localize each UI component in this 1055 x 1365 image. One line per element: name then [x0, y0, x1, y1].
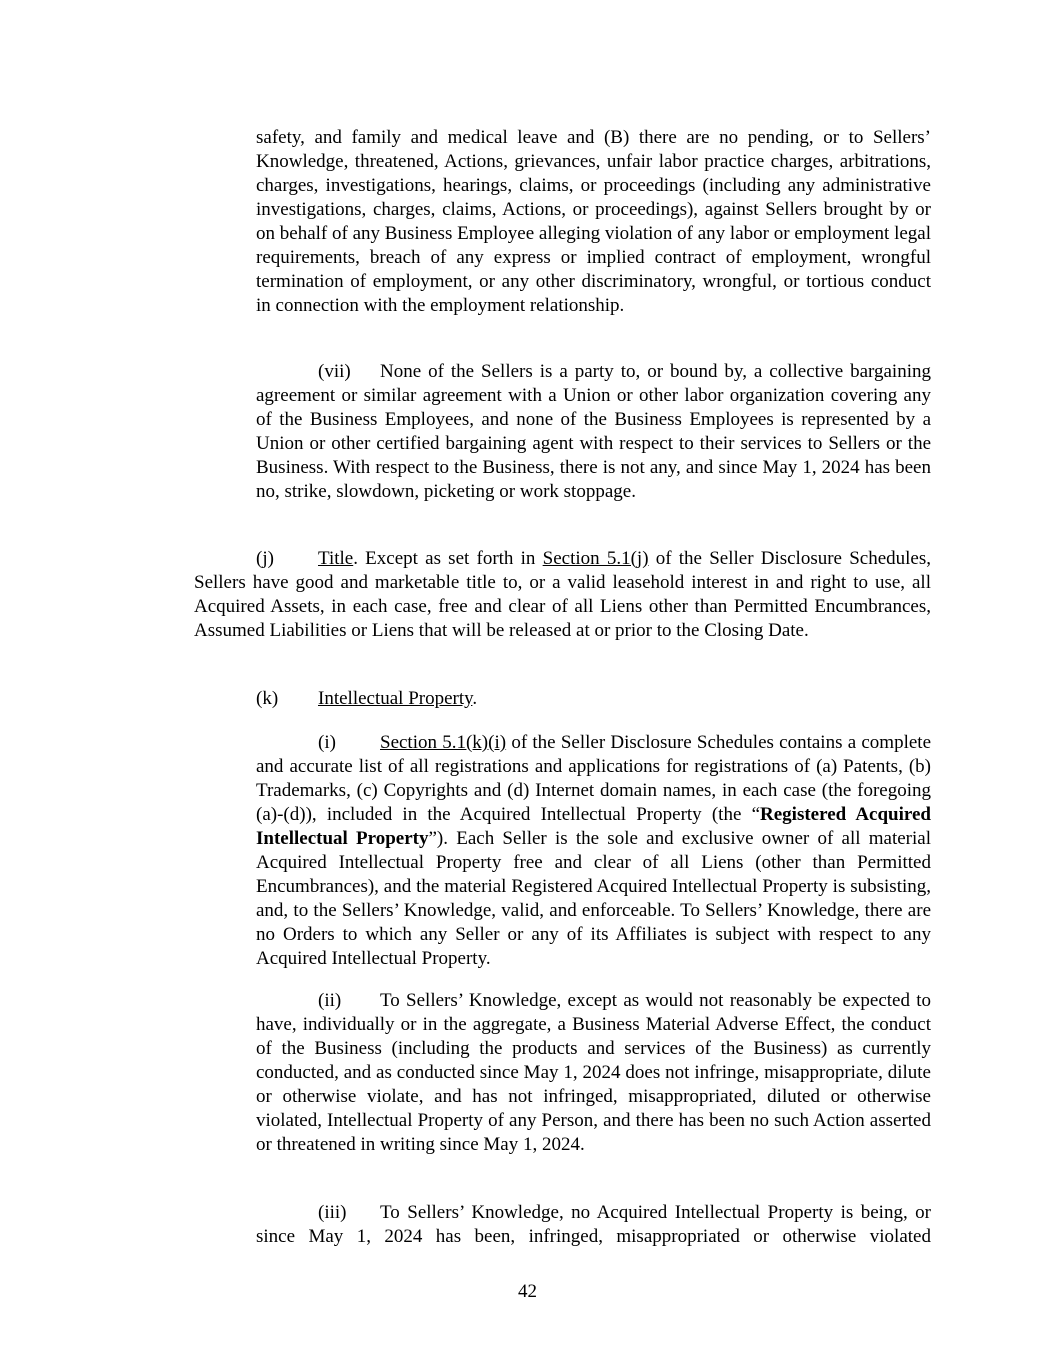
paragraph-continued — [256, 126, 931, 318]
paragraph-text: None of the Sellers is a party to, or bound by, a collective bargaining agreement or similar agreement with a Union or other labor organization covering any of the Business Employees, and none of the Business Employees is represented by a Union or other certified bargaining agent with respect to their services to Sellers or the Business. With respect to the Business, there is not any, and since May 1, 2024 has been no, strike, slowdown, picketing or work stoppage. — [256, 361, 931, 502]
section-heading: Title — [318, 548, 354, 569]
cross-reference: Section 5.1(j) — [542, 548, 649, 569]
section-j — [194, 547, 931, 643]
paragraph-text: safety, and family and medical leave and (B) there are no pending, or to Sellers’ Knowledge, threatened, Actions, grievances, unfair labor practice charges, arbitrations, charges, investigations, hearings, claims, or proceedings (including any administrative investigations, charges, claims, Actions, or proceedings), against Sellers brought by or on behalf of any Business Employee alleging violation of any labor or employment legal requirements, breach of any express or implied contract of employment, wrongful termination of employment, or any other discriminatory, wrongful, or tortious conduct in connection with the employment relationship. — [256, 127, 931, 316]
section-heading: Intellectual Property — [318, 688, 473, 709]
cross-reference: Section 5.1(k)(i) — [380, 732, 507, 753]
paragraph-text: ”). Each Seller is the sole and exclusive owner of all material Acquired Intellectual Property free and clear of all Liens (other than Permitted Encumbrances), and the material Registered Acquired Intellectual Property is subsisting, and, to the Sellers’ Knowledge, valid, and enforceable. To Sellers’ Knowledge, there are no Orders to which any Seller or any of its Affiliates is subject with respect to any Acquired Intellectual Property. — [256, 828, 931, 969]
paragraph-text: To Sellers’ Knowledge, no Acquired Intellectual Property is being, or since May 1, 2024 has been, infringed, misappropriated or otherwise violated — [256, 1202, 931, 1247]
section-text: . Except as set forth in — [353, 548, 543, 569]
paragraph-label: (iii) — [318, 1202, 347, 1223]
paragraph-k-ii — [256, 989, 931, 1157]
section-k — [256, 687, 931, 711]
section-text: . — [472, 688, 478, 709]
paragraph-text: To Sellers’ Knowledge, except as would not reasonably be expected to have, individually or in the aggregate, a Business Material Adverse Effect, the conduct of the Business (including the products and services of the Business) as currently conducted, and as conducted since May 1, 2024 does not infringe, misappropriate, dilute or otherwise violate, and has not infringed, misappropriated, diluted or otherwise violated, Intellectual Property of any Person, and there has been no such Action asserted or threatened in writing since May 1, 2024. — [256, 990, 931, 1155]
paragraph-text: of the Seller Disclosure Schedules contains a complete and accurate list of all registrations and applications for registrations of (a) Patents, (b) Trademarks, (c) Copyrights and (d) Internet domain names, in each case (the foregoing (a)-(d)), included in the Acquired Intellectual Property (the “ — [256, 732, 932, 825]
section-text: of the Seller Disclosure Schedules, Sellers have good and marketable title to, or a valid leasehold interest in and right to use, all Acquired Assets, in each case, free and clear of all Liens other than Permitted Encumbrances, Assumed Liabilities or Liens that will be released at or prior to the Closing Date. — [194, 548, 931, 641]
paragraph-k-i — [256, 731, 931, 971]
paragraph-k-iii — [256, 1201, 931, 1249]
defined-term: Registered Acquired Intellectual Property — [256, 804, 931, 849]
paragraph-vii — [256, 360, 931, 504]
paragraph-label: (ii) — [318, 990, 342, 1011]
paragraph-label: (i) — [318, 732, 336, 753]
section-label: (j) — [256, 548, 274, 569]
section-label: (k) — [256, 688, 279, 709]
page-number: 42 — [518, 1281, 537, 1302]
paragraph-label: (vii) — [318, 361, 351, 382]
